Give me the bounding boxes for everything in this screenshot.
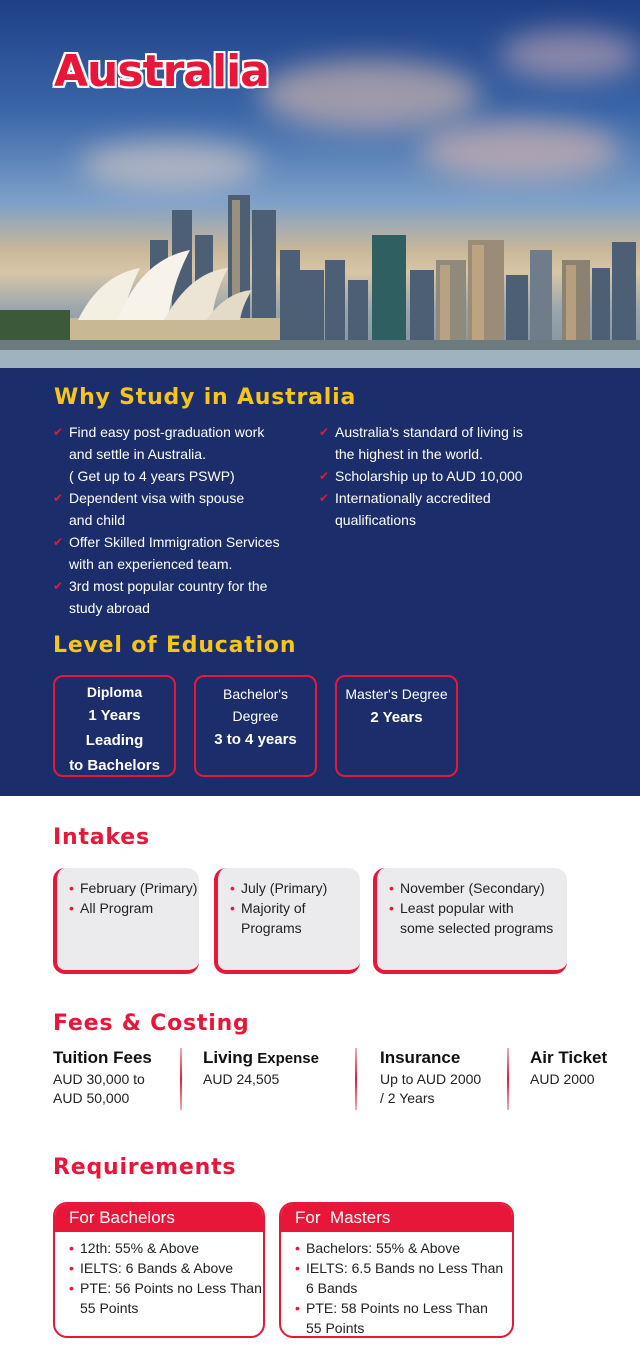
requirements-card-bachelors: [53, 1202, 265, 1338]
list-item: ✔ Offer Skilled Immigration Services with an experienced team.: [53, 531, 313, 575]
check-icon: ✔: [53, 425, 64, 439]
requirements-card-masters: [279, 1202, 514, 1338]
list-item: • Majority of Programs: [230, 898, 360, 938]
why-study-section: [0, 368, 640, 796]
education-card-label: Master's Degree: [345, 686, 448, 702]
list-item: • 12th: 55% & Above: [69, 1238, 263, 1258]
list-item: ✔ Australia's standard of living is the highest in the world.: [319, 421, 559, 465]
fee-value: AUD 30,000 to AUD 50,000: [53, 1071, 145, 1106]
list-item: ✔ Dependent visa with spouse and child: [53, 487, 313, 531]
list-item: • All Program: [69, 898, 199, 918]
fee-title: Insurance: [380, 1048, 461, 1067]
list-item: ✔ Internationally accredited qualifications: [319, 487, 559, 531]
fee-air-ticket: [530, 1048, 636, 1089]
list-item: ✔ Scholarship up to AUD 10,000: [319, 465, 559, 487]
fee-insurance: [380, 1048, 505, 1108]
education-heading: Level of Education: [53, 633, 297, 658]
divider: [180, 1048, 182, 1110]
fee-title: Air Ticket: [530, 1048, 608, 1067]
list-item: • PTE: 56 Points no Less Than 55 Points: [69, 1278, 263, 1318]
check-icon: ✔: [319, 425, 330, 439]
fees-heading: Fees & Costing: [53, 1011, 250, 1036]
fee-value: Up to AUD 2000 / 2 Years: [380, 1071, 482, 1106]
fee-title: Living: [203, 1048, 254, 1067]
fee-value: AUD 2000: [530, 1071, 595, 1087]
intake-card-november: [373, 868, 567, 974]
benefits-list-left: [53, 421, 313, 619]
hero-banner: [0, 0, 640, 368]
divider: [355, 1048, 357, 1110]
divider: [507, 1048, 509, 1110]
check-icon: ✔: [319, 491, 330, 505]
list-item: ✔ Find easy post-graduation work and settle in Australia. ( Get up to 4 years PSWP): [53, 421, 313, 487]
fee-value: AUD 24,505: [203, 1071, 280, 1087]
list-item: • IELTS: 6 Bands & Above: [69, 1258, 263, 1278]
education-card-bachelors: [194, 675, 317, 777]
education-card-value: 3 to 4 years: [214, 731, 297, 748]
list-item: • PTE: 58 Points no Less Than 55 Points: [295, 1298, 512, 1338]
requirements-card-title: For Bachelors: [55, 1204, 263, 1232]
education-card-diploma: [53, 675, 176, 777]
check-icon: ✔: [319, 469, 330, 483]
intake-card-february: [53, 868, 199, 974]
check-icon: ✔: [53, 579, 64, 593]
fee-living: [203, 1048, 353, 1089]
sydney-skyline-illustration: [0, 180, 640, 368]
education-card-masters: [335, 675, 458, 777]
education-card-value: 2 Years: [370, 709, 423, 726]
education-card-value: 1 Years Leading to Bachelors: [69, 707, 160, 774]
fee-title-suffix: Expense: [253, 1050, 319, 1067]
list-item: • Bachelors: 55% & Above: [295, 1238, 512, 1258]
hero-title: Australia: [54, 46, 269, 97]
list-item: • Least popular with some selected programs: [389, 898, 567, 938]
benefits-list-right: [319, 421, 559, 531]
list-item: • February (Primary): [69, 878, 199, 898]
list-item: • IELTS: 6.5 Bands no Less Than 6 Bands: [295, 1258, 512, 1298]
education-card-label: Diploma: [86, 684, 143, 700]
list-item: • November (Secondary): [389, 878, 567, 898]
intake-card-july: [214, 868, 360, 974]
list-item: ✔ 3rd most popular country for the study abroad: [53, 575, 313, 619]
fee-title: Tuition Fees: [53, 1048, 152, 1067]
requirements-heading: Requirements: [53, 1155, 237, 1180]
requirements-card-title: For Masters: [281, 1204, 512, 1232]
fee-tuition: [53, 1048, 178, 1108]
education-card-label: Bachelor's Degree: [223, 686, 288, 724]
check-icon: ✔: [53, 491, 64, 505]
check-icon: ✔: [53, 535, 64, 549]
list-item: • July (Primary): [230, 878, 360, 898]
why-study-heading: Why Study in Australia: [54, 385, 357, 410]
intakes-heading: Intakes: [53, 825, 150, 850]
